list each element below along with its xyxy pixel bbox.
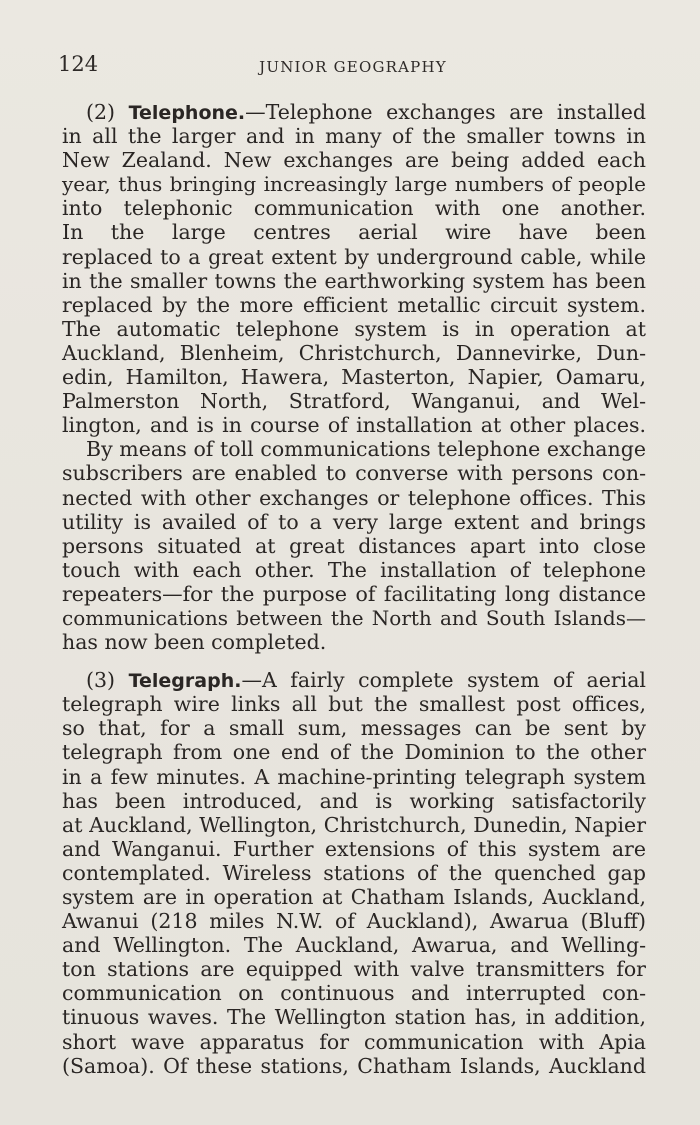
text-line: telegraph wire links all but the smallest post offices, xyxy=(62,692,646,717)
text-line: tinuous waves. The Wellington station has, in addition, xyxy=(62,1005,646,1030)
text-line: replaced by the more efficient metallic circuit system. xyxy=(62,292,646,317)
text-line: Auckland, Blenheim, Christchurch, Dannevirke, Dun- xyxy=(62,340,646,365)
text-line: at Auckland, Wellington, Christchurch, Dunedin, Napier xyxy=(62,812,646,837)
text-line: edin, Hamilton, Hawera, Masterton, Napier, Oamaru, xyxy=(62,365,646,390)
text-line: touch with each other. The installation of telephone xyxy=(62,557,646,582)
text-line: in a few minutes. A machine-printing telegraph system xyxy=(62,764,646,789)
text-line: into telephonic communication with one another. xyxy=(62,196,646,221)
text-line: has been introduced, and is working satisfactorily xyxy=(62,788,646,813)
text-line: system are in operation at Chatham Islands, Auckland, xyxy=(62,885,646,909)
section-heading: Telephone. xyxy=(128,102,246,124)
page-header xyxy=(58,52,648,80)
text-line: communication on continuous and interrupted con- xyxy=(62,981,646,1006)
page-body xyxy=(62,100,646,1078)
text-line: Palmerston North, Stratford, Wanganui, and Wel- xyxy=(62,389,646,414)
text-line: in all the larger and in many of the smaller towns in xyxy=(62,124,646,149)
text-line: The automatic telephone system is in operation at xyxy=(62,316,646,341)
text-line: repeaters—for the purpose of facilitating long distance xyxy=(62,581,646,606)
text-line: has now been completed. xyxy=(62,630,327,655)
text-line: persons situated at great distances apart into close xyxy=(62,533,646,558)
text-line: and Wellington. The Auckland, Awarua, and Welling- xyxy=(62,933,646,958)
text-line: (Samoa). Of these stations, Chatham Islands, Auckland xyxy=(62,1053,646,1078)
text-line: short wave apparatus for communication with Apia xyxy=(62,1029,646,1054)
line-text: —A fairly complete system of aerial xyxy=(241,668,646,693)
text-line: nected with other exchanges or telephone offices. This xyxy=(62,485,646,510)
text-line: contemplated. Wireless stations of the quenched gap xyxy=(62,860,646,885)
text-line: so that, for a small sum, messages can be sent by xyxy=(62,716,646,741)
telephone-section xyxy=(62,100,646,654)
text-line: lington, and is in course of installation at other places. xyxy=(62,413,646,438)
text-line xyxy=(62,100,646,124)
section-gap xyxy=(62,654,646,668)
section-heading: Telegraph. xyxy=(128,670,242,693)
text-line: in the smaller towns the earthworking system has been xyxy=(62,268,646,293)
line-text: —Telephone exchanges are installed xyxy=(245,100,646,124)
text-line: replaced to a great extent by underground cable, while xyxy=(62,244,646,269)
text-line: telegraph from one end of the Dominion to the other xyxy=(62,740,646,765)
text-line: New Zealand. New exchanges are being added each xyxy=(62,148,646,173)
page-number: 124 xyxy=(58,52,99,76)
text-line xyxy=(62,668,646,692)
text-line: By means of toll communications telephone exchange xyxy=(86,437,646,462)
running-title: JUNIOR GEOGRAPHY xyxy=(259,58,447,76)
text-line: communications between the North and South Islands— xyxy=(62,605,646,630)
text-line: subscribers are enabled to converse with persons con- xyxy=(62,461,646,486)
text-line: and Wanganui. Further extensions of this system are xyxy=(62,836,646,861)
section-number: (2) xyxy=(86,100,116,124)
text-line: In the large centres aerial wire have been xyxy=(62,220,646,245)
section-number: (3) xyxy=(86,668,116,693)
text-line: utility is availed of to a very large extent and brings xyxy=(62,509,646,534)
text-line: year, thus bringing increasingly large numbers of people xyxy=(62,172,646,197)
telegraph-section xyxy=(62,668,646,1078)
text-line: Awanui (218 miles N.W. of Auckland), Awarua (Bluff) xyxy=(62,909,646,934)
text-line: ton stations are equipped with valve transmitters for xyxy=(62,957,646,982)
